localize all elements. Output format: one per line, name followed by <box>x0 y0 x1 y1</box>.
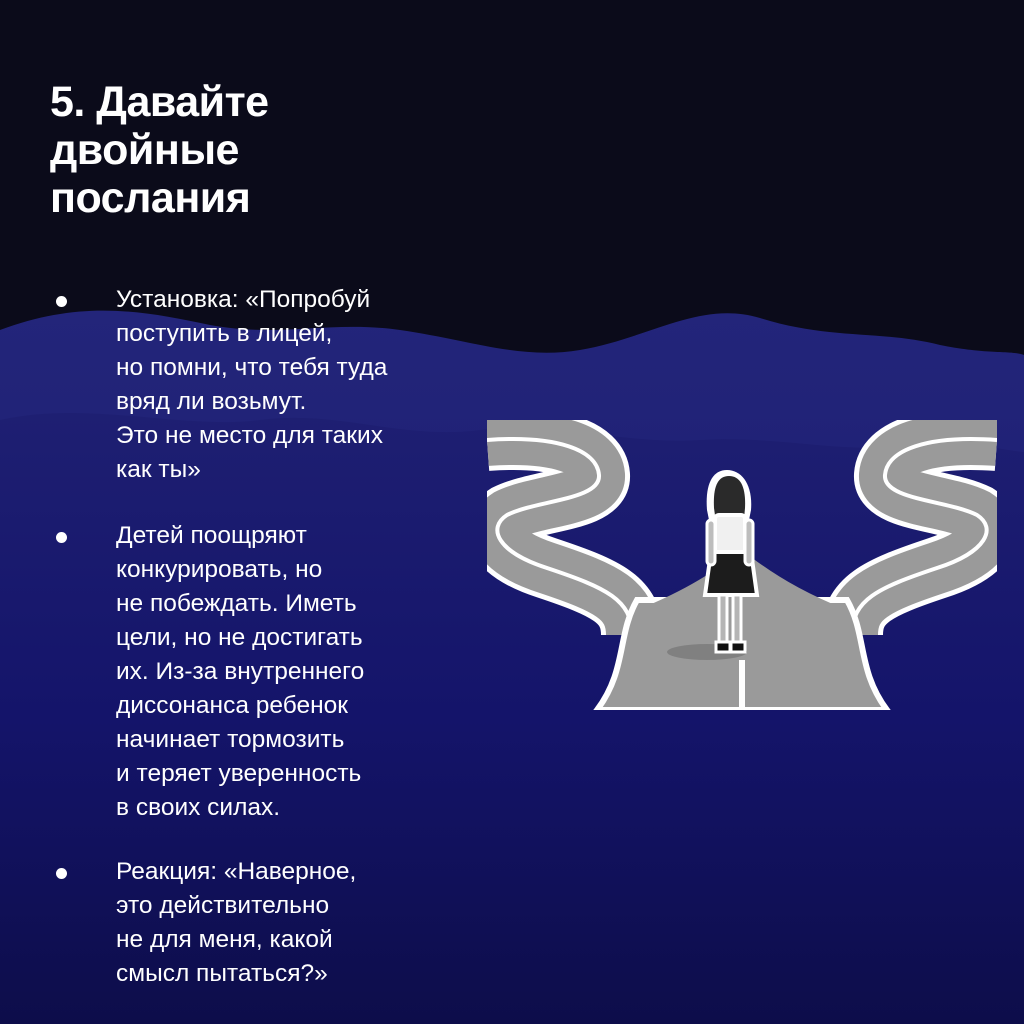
bullet-line: Это не место для таких <box>116 422 383 449</box>
bullet-text <box>116 855 356 991</box>
bullet-line: цели, но не достигать <box>116 624 363 651</box>
bullet-line: вряд ли возьмут. <box>116 388 307 415</box>
bullet-line: в своих силах. <box>116 794 281 821</box>
bullet-line: Детей поощряют <box>116 522 307 549</box>
bullet-line: это действительно <box>116 892 330 919</box>
title-line: послания <box>50 174 251 222</box>
bullet-item <box>56 855 356 991</box>
bullet-line: не для меня, какой <box>116 926 333 953</box>
bullet-line: Реакция: «Наверное, <box>116 858 357 885</box>
bullet-icon <box>56 296 67 307</box>
bullet-line: как ты» <box>116 456 201 483</box>
bullet-icon <box>56 532 67 543</box>
bullet-line: не побеждать. Иметь <box>116 590 357 617</box>
bullet-line: диссонанса ребенок <box>116 692 348 719</box>
bullet-line: но помни, что тебя туда <box>116 354 388 381</box>
forked-road-girl-illustration <box>487 420 997 710</box>
bullet-line: их. Из-за внутреннего <box>116 658 365 685</box>
bullet-line: начинает тормозить <box>116 726 345 753</box>
bullet-line: поступить в лицей, <box>116 320 333 347</box>
bullet-icon <box>56 868 67 879</box>
bullet-line: конкурировать, но <box>116 556 323 583</box>
bullet-text <box>116 519 364 825</box>
bullet-item <box>56 283 387 487</box>
bullet-item <box>56 519 364 825</box>
title-line: двойные <box>50 126 239 174</box>
bullet-line: и теряет уверенность <box>116 760 362 787</box>
page-title <box>50 78 269 222</box>
title-line: 5. Давайте <box>50 78 269 126</box>
bullet-line: Установка: «Попробуй <box>116 286 371 313</box>
bullet-text <box>116 283 387 487</box>
bullet-line: смысл пытаться?» <box>116 960 328 987</box>
